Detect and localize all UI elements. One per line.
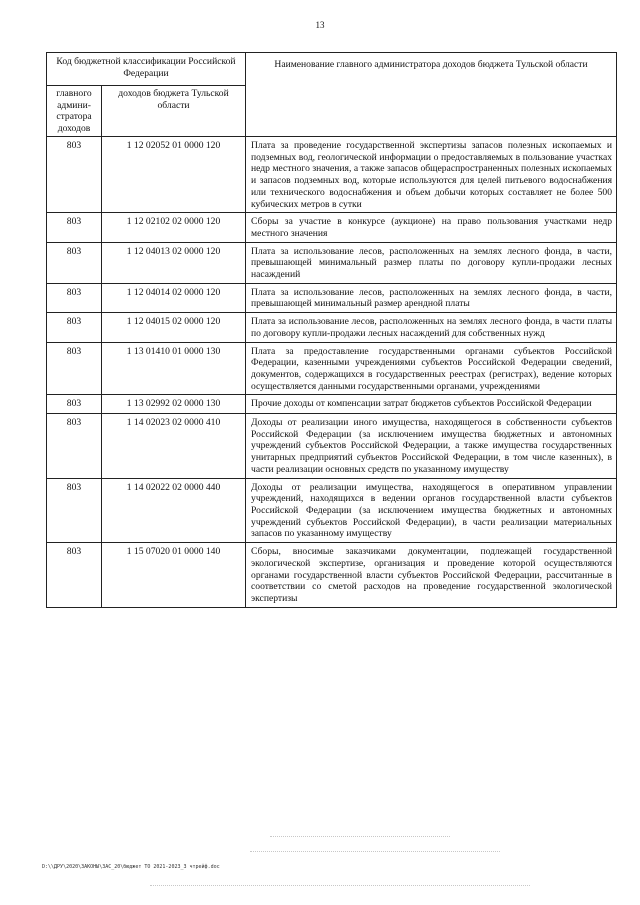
revenue-code-cell: 1 12 02102 02 0000 120 <box>102 213 246 242</box>
revenue-code-cell: 1 15 07020 01 0000 140 <box>102 543 246 608</box>
revenue-code-cell: 1 12 02052 01 0000 120 <box>102 137 246 213</box>
table-row <box>47 213 617 242</box>
revenue-administrators-table <box>46 52 617 608</box>
table-row <box>47 283 617 312</box>
revenue-name-cell: Доходы от реализации имущества, находящегося в оперативном управлении учреждений, находящихся в ведении органов государственной власти субъектов Российской Федерации (за исключением имущества бюджетных и автономных учреждений субъектов Российской Федерации), в части реализации материальных запасов по указанному имуществу <box>246 478 617 543</box>
table-row <box>47 543 617 608</box>
revenue-name-cell: Сборы за участие в конкурсе (аукционе) на право пользования участками недр местного значения <box>246 213 617 242</box>
header-code-group: Код бюджетной классификации Российской Федерации <box>47 53 246 86</box>
revenue-code-cell: 1 12 04015 02 0000 120 <box>102 313 246 342</box>
revenue-name-cell: Плата за проведение государственной экспертизы запасов полезных ископаемых и подземных вод, геологической информации о предоставляемых в пользование участках недр местного значения, а также запасов общераспространенных полезных ископаемых и запасов подземных вод, которые используются для целей питьевого водоснабжения или технического водоснабжения и объем добычи которых составляет не более 500 кубических метров в сутки <box>246 137 617 213</box>
header-administrator-name: Наименование главного администратора доходов бюджета Тульской области <box>246 53 617 137</box>
table-body <box>47 137 617 608</box>
table-header-row <box>47 53 617 86</box>
table-row <box>47 242 617 283</box>
admin-code-cell: 803 <box>47 478 102 543</box>
revenue-code-cell: 1 13 01410 01 0000 130 <box>102 342 246 395</box>
admin-code-cell: 803 <box>47 242 102 283</box>
table-row <box>47 478 617 543</box>
admin-code-cell: 803 <box>47 395 102 414</box>
scan-artifact-line <box>270 836 450 837</box>
revenue-code-cell: 1 13 02992 02 0000 130 <box>102 395 246 414</box>
admin-code-cell: 803 <box>47 283 102 312</box>
table-row <box>47 395 617 414</box>
table-row <box>47 137 617 213</box>
revenue-name-cell: Плата за использование лесов, расположенных на землях лесного фонда, в части платы по договору купли-продажи лесных насаждений для собственных нужд <box>246 313 617 342</box>
revenue-code-cell: 1 12 04014 02 0000 120 <box>102 283 246 312</box>
admin-code-cell: 803 <box>47 213 102 242</box>
scan-artifact-line <box>250 851 500 852</box>
table-row <box>47 313 617 342</box>
header-admin-code: главного админи- стратора доходов <box>47 86 102 137</box>
revenue-code-cell: 1 12 04013 02 0000 120 <box>102 242 246 283</box>
admin-code-cell: 803 <box>47 543 102 608</box>
revenue-name-cell: Плата за использование лесов, расположенных на землях лесного фонда, в части, превышающей минимальный размер платы по договору купли-продажи лесных насаждений <box>246 242 617 283</box>
file-path-footer: D:\\ДРУ\2020\ЗАКОНЫ\ЗАС_20\бюджет ТО 2021-2023_3 чтрейф.doc <box>42 864 220 870</box>
page-number: 13 <box>315 20 325 30</box>
scan-artifact-line <box>150 885 530 886</box>
revenue-name-cell: Сборы, вносимые заказчиками документации, подлежащей государственной экологической экспертизе, организация и проведение которой осуществляются органами государственной власти субъектов Российской Федерации, рассчитанные в соответствии со сметой расходов на проведение государственной экологической экспертизы <box>246 543 617 608</box>
admin-code-cell: 803 <box>47 313 102 342</box>
revenue-name-cell: Доходы от реализации иного имущества, находящегося в собственности субъектов Российской Федерации (за исключением имущества бюджетных и автономных учреждений субъектов Российской Федерации, а также имущества государственных унитарных предприятий субъектов Российской Федерации, в том числе казенных), в части реализации основных средств по указанному имуществу <box>246 414 617 479</box>
revenue-name-cell: Плата за использование лесов, расположенных на землях лесного фонда, в части, превышающей минимальный размер арендной платы <box>246 283 617 312</box>
revenue-name-cell: Плата за предоставление государственными органами субъектов Российской Федерации, казенными учреждениями субъектов Российской Федерации сведений, документов, содержащихся в государственных реестрах (регистрах), ведение которых осуществляется данными государственными органами, учреждениями <box>246 342 617 395</box>
revenue-code-cell: 1 14 02022 02 0000 440 <box>102 478 246 543</box>
admin-code-cell: 803 <box>47 414 102 479</box>
revenue-name-cell: Прочие доходы от компенсации затрат бюджетов субъектов Российской Федерации <box>246 395 617 414</box>
admin-code-cell: 803 <box>47 342 102 395</box>
revenue-code-cell: 1 14 02023 02 0000 410 <box>102 414 246 479</box>
table-row <box>47 342 617 395</box>
admin-code-cell: 803 <box>47 137 102 213</box>
table-row <box>47 414 617 479</box>
header-revenue-code: доходов бюджета Тульской области <box>102 86 246 137</box>
